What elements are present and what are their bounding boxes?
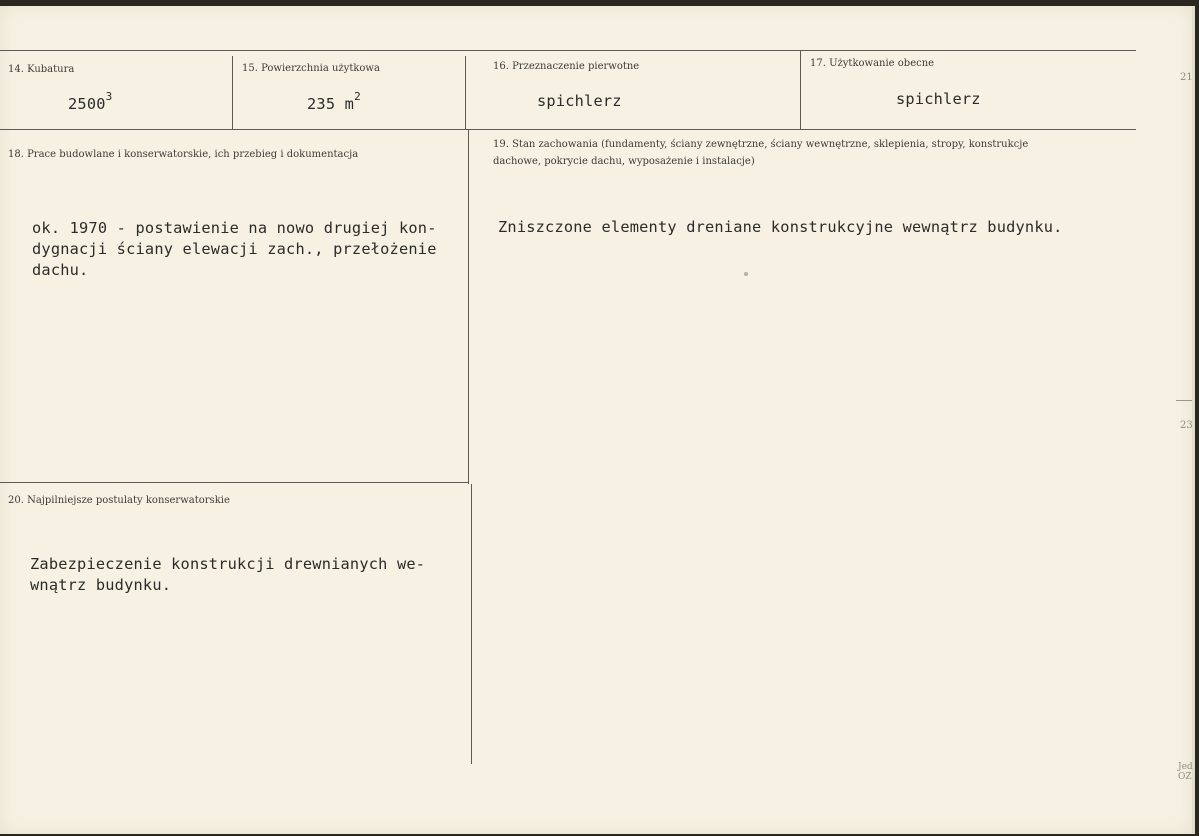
stan-label: 19. Stan zachowania (fundamenty, ściany zewnętrzne, ściany wewnętrzne, sklepienia, stropy, konstrukcje dachowe, pokrycie dachu, wyposażenie i instalacje) (493, 139, 1029, 167)
rule-v1 (232, 56, 233, 129)
margin-text-bottom-2: OZ (1178, 772, 1192, 782)
powierzchnia-exponent: 2 (354, 90, 361, 103)
rule-row1-bottom (0, 129, 1136, 130)
rule-v2 (465, 56, 466, 129)
uzytkowanie-label: 17. Użytkowanie obecne (810, 58, 935, 69)
inventory-card (0, 6, 1195, 834)
postulaty-text: Zabezpieczenie konstrukcji drewnianych we- wnątrz budynku. (30, 555, 426, 594)
przeznaczenie-value: spichlerz (537, 92, 622, 110)
rule-v3 (800, 50, 801, 129)
postulaty-label: 20. Najpilniejsze postulaty konserwatorskie (8, 495, 230, 506)
stan-text: Zniszczone elementy dreniane konstrukcyjne wewnątrz budynku. (498, 218, 1063, 236)
przeznaczenie-label: 16. Przeznaczenie pierwotne (493, 61, 640, 72)
prace-label: 18. Prace budowlane i konserwatorskie, ich przebieg i dokumentacja (8, 149, 359, 160)
margin-number-mid: 23 (1180, 420, 1193, 431)
margin-number-top: 21 (1180, 72, 1193, 83)
rule-section20-top (0, 482, 469, 483)
powierzchnia-value (307, 90, 361, 113)
powierzchnia-label: 15. Powierzchnia użytkowa (242, 63, 380, 74)
rule-v-lower (471, 484, 472, 764)
kubatura-value (68, 90, 112, 113)
kubatura-number: 2500 (68, 95, 106, 113)
prace-text: ok. 1970 - postawienie na nowo drugiej kon- dygnacji ściany elewacji zach., przełożenie dachu. (32, 219, 437, 279)
rule-v-main (468, 129, 469, 484)
margin-text-bottom-1: Jed (1178, 762, 1193, 772)
uzytkowanie-value: spichlerz (896, 90, 981, 108)
kubatura-exponent: 3 (105, 90, 113, 103)
kubatura-label: 14. Kubatura (8, 64, 75, 75)
rule-top (0, 50, 1136, 51)
margin-tick (1176, 400, 1192, 401)
powierzchnia-number: 235 m (307, 95, 355, 113)
paper-speck (744, 272, 748, 276)
